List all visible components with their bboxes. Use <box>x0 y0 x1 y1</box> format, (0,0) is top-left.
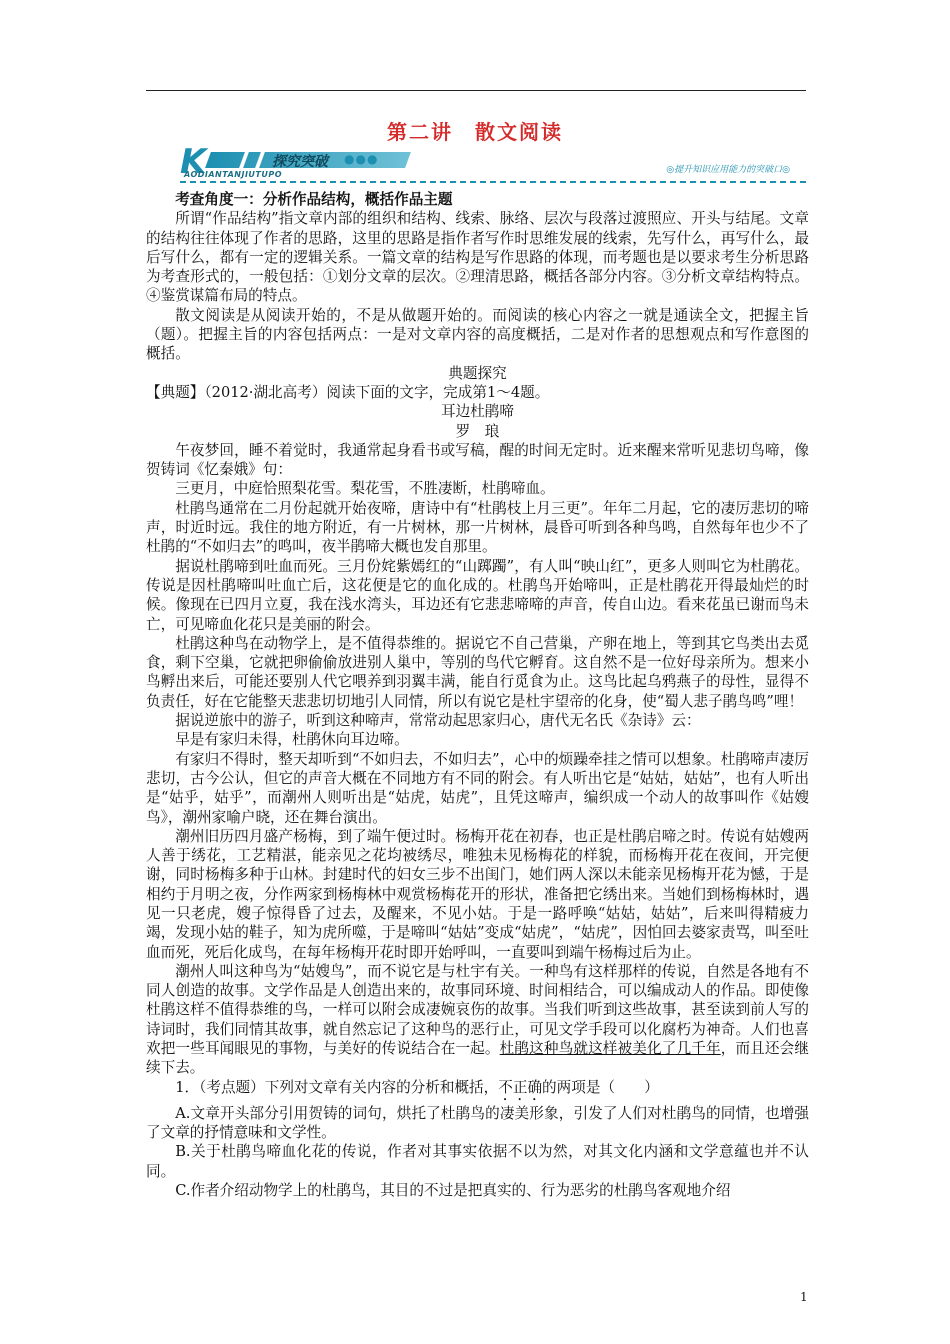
intro-paragraph-2: 散文阅读是从阅读开始的，不是从做题开始的。而阅读的核心内容之一就是通读全文，把握主旨（题）。把握主旨的内容包括两点：一是对文章内容的高度概括，二是对作者的思想观点和写作意图的概括。 <box>146 306 809 363</box>
option-a: A.文章开头部分引用贺铸的词句，烘托了杜鹃鸟的凄美形象，引发了人们对杜鹃鸟的同情，也增强了文章的抒情意味和文学性。 <box>146 1104 809 1141</box>
header-rule <box>146 90 806 91</box>
example-section-title: 典题探究 <box>448 364 507 382</box>
article-paragraph-10-text: 潮州人叫这种鸟为“姑嫂鸟”，而不说它是与杜宇有关。一种鸟有这样那样的传说，自然是各地有不同人创造的故事。文学作品是人创造出来的，故事同环境、时间相结合，可以编成动人的作品。即使像杜鹃这样不值得恭维的鸟，一样可以附会成凄婉哀伤的故事。当我们听到这些故事，甚至读到前人写的诗词时，我们同情其故事，就自然忘记了这种鸟的恶行止，可见文学手段可以化腐朽为神奇。人们也喜欢把一些耳闻眼见的事物，与美好的传说结合在一起。 <box>146 962 809 1058</box>
article-paragraph-9: 潮州旧历四月盛产杨梅，到了端午便过时。杨梅开花在初春，也正是杜鹃启啼之时。传说有姑嫂两人善于绣花，工艺精湛，能亲见之花均被绣尽，唯独未见杨梅花的样貌，而杨梅开花在夜间，开完便谢，同时杨梅多种于山林。封建时代的妇女三步不出闺门，她们两人深以未能亲见杨梅开花为憾，于是相约于月明之夜，分作两家到杨梅林中观赏杨梅花开的形状，准备把它绣出来。当她们到杨梅林时，遇见一只老虎，嫂子惊得昏了过去，及醒来，不见小姑。于是一路呼唤“姑姑，姑姑”，后来叫得精疲力竭，发现小姑的鞋子，知为虎所噬，于是啼叫“姑姑”变成“姑虎”，“姑虎”，因怕回去婆家责骂，叫至吐血而死，死后化成鸟，在每年杨梅开花时即开始呼叫，一直要叫到端午杨梅过后为止。 <box>146 827 809 961</box>
option-b: B.关于杜鹃鸟啼血化花的传说，作者对其事实依据不以为然，对其文化内涵和文学意蕴也并不认同。 <box>146 1143 809 1180</box>
question-1-prefix: 1．（考点题）下列对文章有关内容的分析和概括， <box>175 1078 499 1096</box>
article-paragraph-1: 午夜梦回，睡不着觉时，我通常起身看书或写稿，醒的时间无定时。近来醒来常听见悲切鸟啼，像贺铸词《忆秦娥》句： <box>146 441 809 479</box>
underlined-sentence: 杜鹃这种鸟就这样被美化了几千年 <box>499 1040 721 1058</box>
article-paragraph-3: 杜鹃鸟通常在二月份起就开始夜啼，唐诗中有“杜鹃枝上月三更”。年年二月起，它的凄厉悲切的啼声，时近时远。我住的地方附近，有一片树林，那一片树林，晨昏可听到各种鸟鸣，自然每年也少不了杜鹃的“不如归去”的鸣叫，夜半鹃啼大概也发自那里。 <box>146 499 809 556</box>
article-paragraph-2: 三更月，中庭恰照梨花雪。梨花雪，不胜凄断，杜鹃啼血。 <box>175 480 555 498</box>
article-paragraph-10 <box>146 962 809 1078</box>
banner-letter: K <box>180 142 207 182</box>
document-body <box>146 190 809 1200</box>
banner-rule <box>180 181 806 183</box>
banner-pinyin: AODIANTANJIUTUPO <box>184 170 283 179</box>
page-number: 1 <box>800 1290 808 1304</box>
option-c: C.作者介绍动物学上的杜鹃鸟，其目的不过是把真实的、行为恶劣的杜鹃鸟客观地介绍 <box>175 1181 731 1199</box>
article-paragraph-8: 有家归不得时，整天却听到“不如归去，不如归去”，心中的烦躁牵挂之情可以想象。杜鹃啼声凄厉悲切，古今公认，但它的声音大概在不同地方有不同的附会。有人听出它是“姑姑，姑姑”，也有人听出是“姑乎，姑乎”，而潮州人则听出是“姑虎，姑虎”，且凭这啼声，编织成一个动人的故事叫作《姑嫂鸟》，潮州家喻户晓，还在舞台演出。 <box>146 750 809 826</box>
article-paragraph-7: 早是有家归未得，杜鹃休向耳边啼。 <box>175 731 409 749</box>
example-intro: 【典题】（2012·湖北高考）阅读下面的文字，完成第1～4题。 <box>146 383 550 401</box>
article-paragraph-10-tail: ，而且还会继续下去。 <box>146 1040 809 1077</box>
intro-paragraph-1: 所谓“作品结构”指文章内部的组织和结构、线索、脉络、层次与段落过渡照应、开头与结尾。文章的结构往往体现了作者的思路，这里的思路是指作者写作时思维发展的线索，先写什么，再写什么，最后写什么，都有一定的逻辑关系。一篇文章的结构是写作思路的体现，而考题也是以要求考生分析思路为考查形式的，一般包括：①划分文章的层次。②理清思路，概括各部分内容。③分析文章结构特点。④鉴赏谋篇布局的特点。 <box>146 210 809 305</box>
banner-label: 探究突破 <box>272 154 328 170</box>
question-1-suffix: 的两项是（ ） <box>542 1078 659 1096</box>
question-1-emphasis: 不正确 <box>498 1078 543 1096</box>
article-paragraph-6: 据说逆旅中的游子，听到这种啼声，常常动起思家归心，唐代无名氏《杂诗》云： <box>175 712 701 730</box>
banner-dots: ●●● <box>344 152 379 166</box>
section-banner <box>146 140 806 184</box>
article-title: 耳边杜鹃啼 <box>441 403 514 421</box>
article-author: 罗 琅 <box>455 422 500 440</box>
section-heading: 考查角度一：分析作品结构，概括作品主题 <box>175 191 453 208</box>
article-paragraph-4: 据说杜鹃啼到吐血而死。三月份姹紫嫣红的“山踯躅”，有人叫“映山红”，更多人则叫它为杜鹃花。传说是因杜鹃啼叫吐血亡后，这花便是它的血化成的。杜鹃鸟开始啼叫，正是杜鹃花开得最灿烂的时候。像现在已四月立夏，我在浅水湾头，耳边还有它悲悲啼啼的声音，传自山边。看来花虽已谢而鸟未亡，可见啼血化花只是美丽的附会。 <box>146 557 809 633</box>
banner-slogan: ◎提升知识应用能力的突破口◎ <box>666 165 790 175</box>
question-1 <box>146 1078 809 1104</box>
article-paragraph-5: 杜鹃这种鸟在动物学上，是不值得恭维的。据说它不自己营巢，产卵在地上，等到其它鸟类出去觅食，剩下空巢，它就把卵偷偷放进别人巢中，等别的鸟代它孵育。这自然不是一位好母亲所为。想来小鸟孵出来后，可能还要别人代它喂养到羽翼丰满，能自行觅食为止。这鸟比起乌鸦燕子的母性，显得不负责任，好在它能整天悲悲切切地引人同情，所以有说它是杜宇望帝的化身，使“蜀人悲子鹃鸟鸣”哩！ <box>146 634 809 710</box>
page-title: 第二讲 散文阅读 <box>387 120 563 144</box>
